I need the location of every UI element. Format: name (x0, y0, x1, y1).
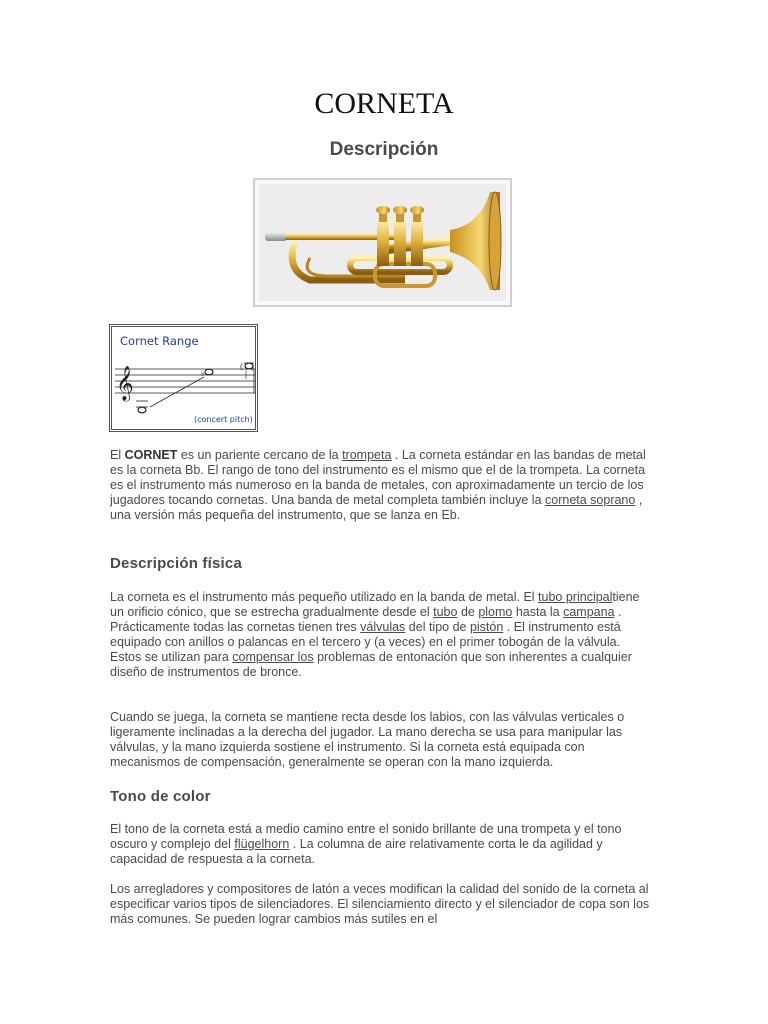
intro-text-2: es un pariente cercano de la (177, 448, 343, 462)
svg-text:): ) (251, 362, 254, 371)
link-valvulas[interactable]: válvulas (360, 620, 406, 634)
page-title: CORNETA (314, 87, 454, 120)
intro-text-1: El (110, 448, 125, 462)
link-trompeta[interactable]: trompeta (342, 448, 392, 462)
physical-text-7: . El instrumento está equipado con anillos o palancas en el tercero y (a veces) en el primer tobogán de la válvula. Estos se utilizan para (110, 620, 621, 664)
svg-text:𝄞: 𝄞 (116, 366, 134, 401)
physical-paragraph-2: Cuando se juega, la corneta se mantiene recta desde los labios, con las válvulas verticales o ligeramente inclinadas a la derecha del jugador. La mano derecha se usa para manipular las válvulas, y la mano izquierda sostiene el instrumento. Si la corneta está equipada con mecanismos de compensación, generalmente se operan con la mano izquierda. (110, 710, 625, 769)
physical-text-3: de (457, 605, 479, 619)
heading-descripcion-fisica: Descripción física (110, 555, 242, 572)
link-corneta-soprano[interactable]: corneta soprano (545, 493, 636, 507)
link-tubo[interactable]: tubo (433, 605, 458, 619)
tone-text-2: . La columna de aire relativamente corta le da agilidad y capacidad de respuesta a la corneta. (110, 837, 603, 866)
tone-paragraph-2: Los arregladores y compositores de latón a veces modifican la calidad del sonido de la corneta al especificar varios tipos de silenciadores. El silenciamiento directo y el silenciador de copa son los más comunes. Se pueden lograr cambios más sutiles en el (110, 882, 650, 926)
physical-text-4: hasta la (512, 605, 564, 619)
physical-text-5: . Prácticamente todas las cornetas tienen tres (110, 605, 622, 634)
intro-text-3: . La corneta estándar en las bandas de metal es la corneta Bb. El rango de tono del instrumento es el mismo que el de la trompeta. La corneta es el instrumento más numeroso en la banda de metales, con aproximadamente un tercio de los jugadores tocando cornetas. Una banda de metal completa también incluye la (110, 448, 646, 507)
link-compensar-los[interactable]: compensar los (232, 650, 314, 664)
physical-paragraph-1 (110, 590, 650, 680)
physical-text-8: problemas de entonación que son inherentes a cualquier diseño de instrumentos de bronce. (110, 650, 632, 679)
range-staff (112, 327, 255, 429)
page-subtitle: Descripción (329, 139, 439, 160)
physical-text-2: tiene un orificio cónico, que se estrecha gradualmente desde el (110, 590, 640, 619)
link-flugelhorn[interactable]: flügelhorn (234, 837, 290, 851)
svg-text:♭: ♭ (201, 369, 205, 378)
cornet-photo (253, 178, 512, 307)
link-plomo[interactable]: plomo (478, 605, 513, 619)
intro-paragraph (110, 448, 650, 523)
cornet-term: CORNET (124, 448, 178, 462)
physical-text-1: La corneta es el instrumento más pequeño utilizado en la banda de metal. El (110, 590, 539, 604)
cornet-range-figure (109, 324, 258, 432)
range-heading: Cornet Range (120, 334, 199, 348)
link-piston[interactable]: pistón (469, 620, 504, 634)
link-campana[interactable]: campana (563, 605, 615, 619)
cornet-illustration (255, 180, 510, 305)
svg-text:(: ( (240, 362, 243, 371)
tone-text-1: El tono de la corneta está a medio camino entre el sonido brillante de una trompeta y el tono oscuro y complejo del (110, 822, 622, 851)
intro-text-4: , una versión más pequeña del instrumento, que se lanza en Eb. (110, 493, 643, 522)
physical-text-6: del tipo de (405, 620, 470, 634)
link-tubo-principal[interactable]: tubo principal (538, 590, 613, 604)
range-note: (concert pitch) (194, 415, 253, 424)
heading-tono-de-color: Tono de color (110, 788, 211, 805)
tone-paragraph-1 (110, 822, 650, 867)
